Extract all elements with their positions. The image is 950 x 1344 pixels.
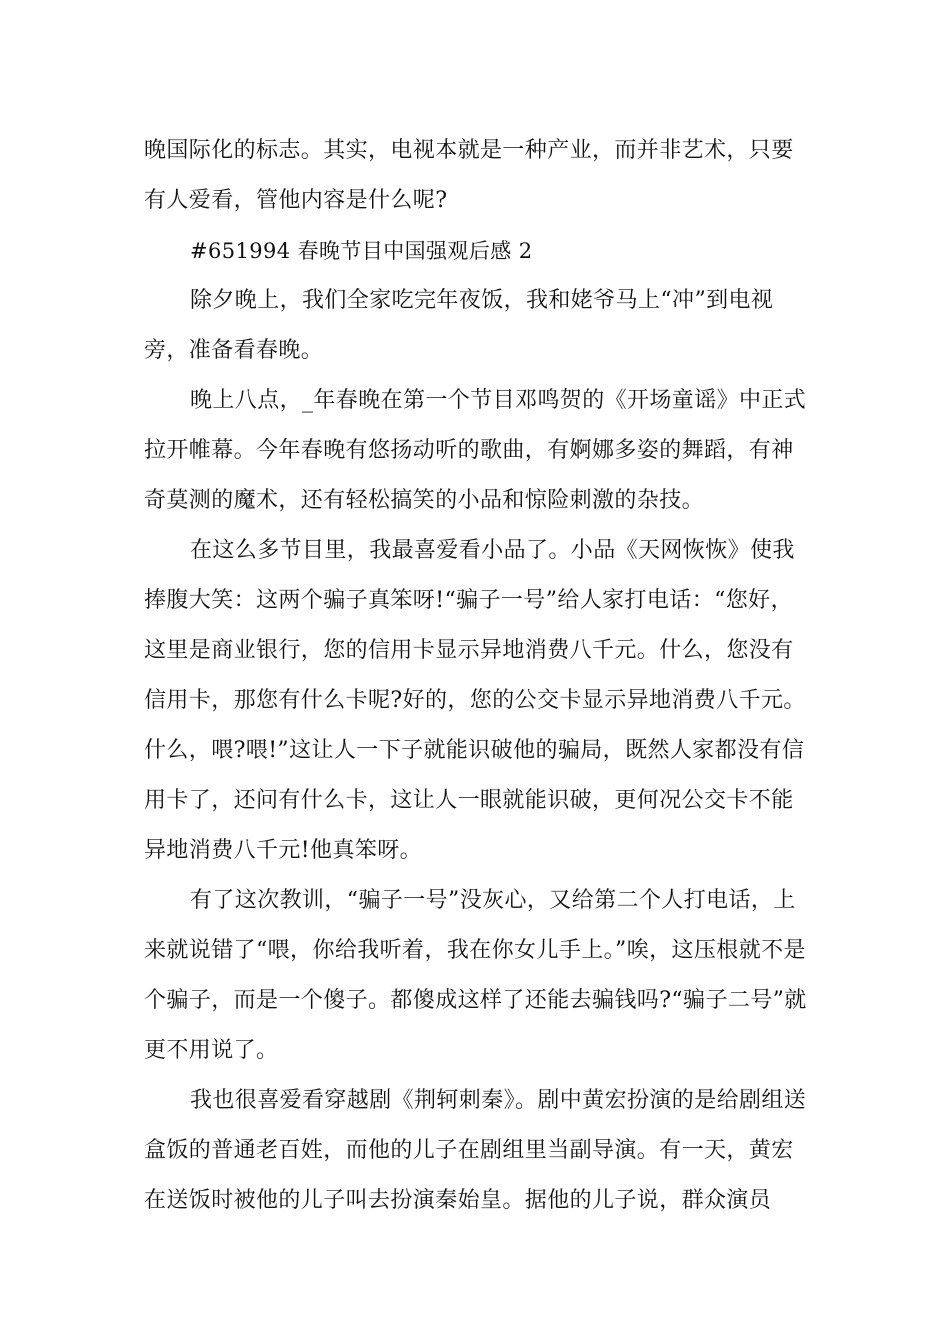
paragraph-continuation: 晚国际化的标志。其实，电视本就是一种产业，而并非艺术，只要有人爱看，管他内容是什么呢? (144, 138, 794, 213)
paragraph: 在这么多节目里，我最喜爱看小品了。小品《天网恢恢》使我捧腹大笑：这两个骗子真笨呀!“骗子一号”给人家打电话：“您好，这里是商业银行，您的信用卡显示异地消费八千元。什么，您没有信用卡，那您有什么卡呢?好的，您的公交卡显示异地消费八千元。什么，喂?喂!”这让人一下子就能识破他的骗局，既然人家都没有信用卡了，还问有什么卡，这让人一眼就能识破，更何况公交卡不能异地消费八千元!他真笨呀。 (144, 538, 806, 863)
paragraph: 有了这次教训，“骗子一号”没灰心，又给第二个人打电话，上来就说错了“喂，你给我听着，我在你女儿手上。”唉，这压根就不是个骗子，而是一个傻子。都傻成这样了还能去骗钱吗?“骗子二号”就更不用说了。 (144, 888, 807, 1063)
document-body (144, 126, 809, 1226)
paragraph: 除夕晚上，我们全家吃完年夜饭，我和姥爷马上“冲”到电视旁，准备看春晚。 (144, 288, 774, 363)
paragraph: 晚上八点，_年春晚在第一个节目邓鸣贺的《开场童谣》中正式拉开帷幕。今年春晚有悠扬动听的歌曲，有婀娜多姿的舞蹈，有神奇莫测的魔术，还有轻松搞笑的小品和惊险刺激的杂技。 (144, 388, 807, 513)
section-heading: #651994 春晚节目中国强观后感 2 (190, 239, 533, 263)
paragraph: 我也很喜爱看穿越剧《荆轲刺秦》。剧中黄宏扮演的是给剧组送盒饭的普通老百姓，而他的儿子在剧组里当副导演。有一天，黄宏在送饭时被他的儿子叫去扮演秦始皇。据他的儿子说，群众演员 (144, 1088, 807, 1213)
